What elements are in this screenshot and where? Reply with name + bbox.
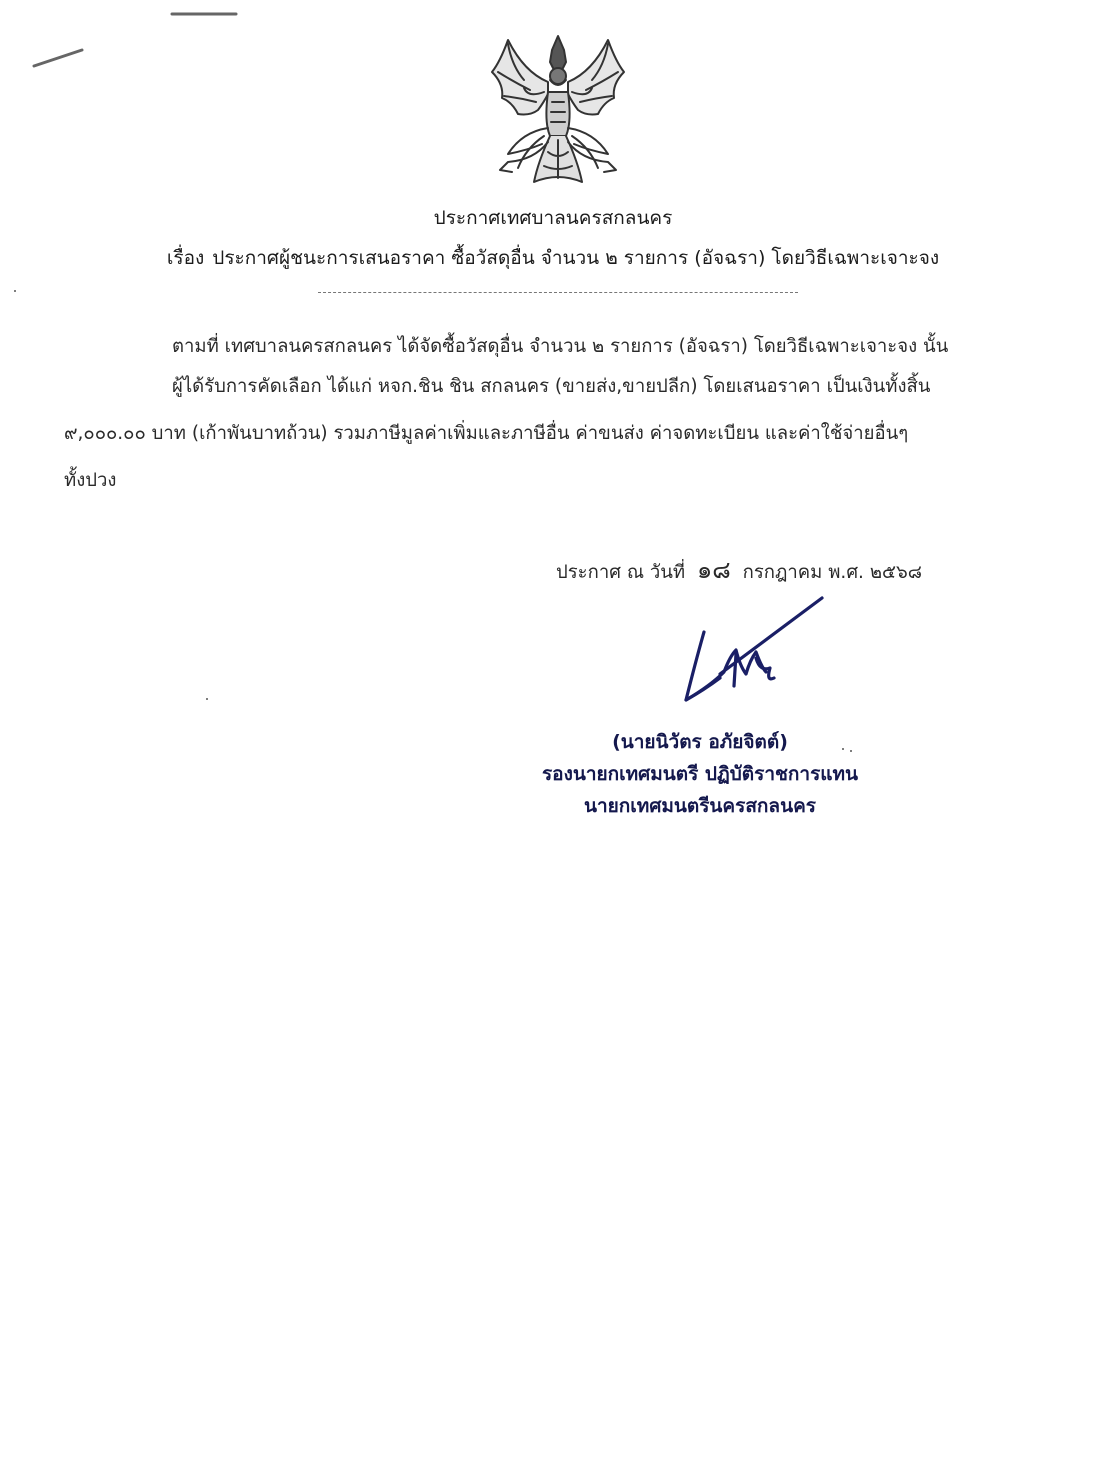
body-line-3: ๙,๐๐๐.๐๐ บาท (เก้าพันบาทถ้วน) รวมภาษีมูลค่าเพิ่มและภาษีอื่น ค่าขนส่ง ค่าจดทะเบียน และค่าใช้จ่ายอื่นๆ: [64, 423, 909, 444]
body-line-1: ตามที่ เทศบาลนครสกลนคร ได้จัดซื้อวัสดุอื่น จำนวน ๒ รายการ (อัจฉรา) โดยวิธีเฉพาะเจาะจง นั้น: [172, 336, 949, 357]
announcement-date: [556, 550, 922, 589]
handwritten-signature: [676, 590, 836, 710]
scan-speck: [14, 290, 16, 292]
subject-label: เรื่อง: [166, 247, 205, 269]
body-line-2: ผู้ได้รับการคัดเลือก ได้แก่ หจก.ชิน ชิน สกลนคร (ขายส่ง,ขายปลีก) โดยเสนอราคา เป็นเงินทั้งสิ้น: [172, 376, 931, 397]
announcement-subject: [0, 243, 1106, 273]
date-prefix: ประกาศ ณ วันที่: [556, 562, 686, 583]
body-line-4: ทั้งปวง: [64, 470, 117, 491]
date-day: ๑๘: [697, 556, 731, 584]
date-month-year: กรกฎาคม พ.ศ. ๒๕๖๘: [742, 562, 923, 583]
signatory-position-2: นายกเทศมนตรีนครสกลนคร: [584, 795, 816, 817]
scan-speck: [206, 698, 208, 700]
scan-mark-left: [30, 44, 86, 72]
garuda-emblem-icon: [478, 32, 638, 190]
divider: [318, 292, 798, 293]
announcement-title: ประกาศเทศบาลนครสกลนคร: [433, 207, 673, 229]
signatory-position-1: รองนายกเทศมนตรี ปฏิบัติราชการแทน: [541, 763, 859, 785]
scan-mark-top: [170, 10, 240, 18]
signatory-name: (นายนิวัตร อภัยจิตต์): [612, 731, 788, 753]
subject-text: ประกาศผู้ชนะการเสนอราคา ซื้อวัสดุอื่น จำนวน ๒ รายการ (อัจฉรา) โดยวิธีเฉพาะเจาะจง: [212, 247, 940, 269]
signatory-block: [470, 726, 930, 822]
